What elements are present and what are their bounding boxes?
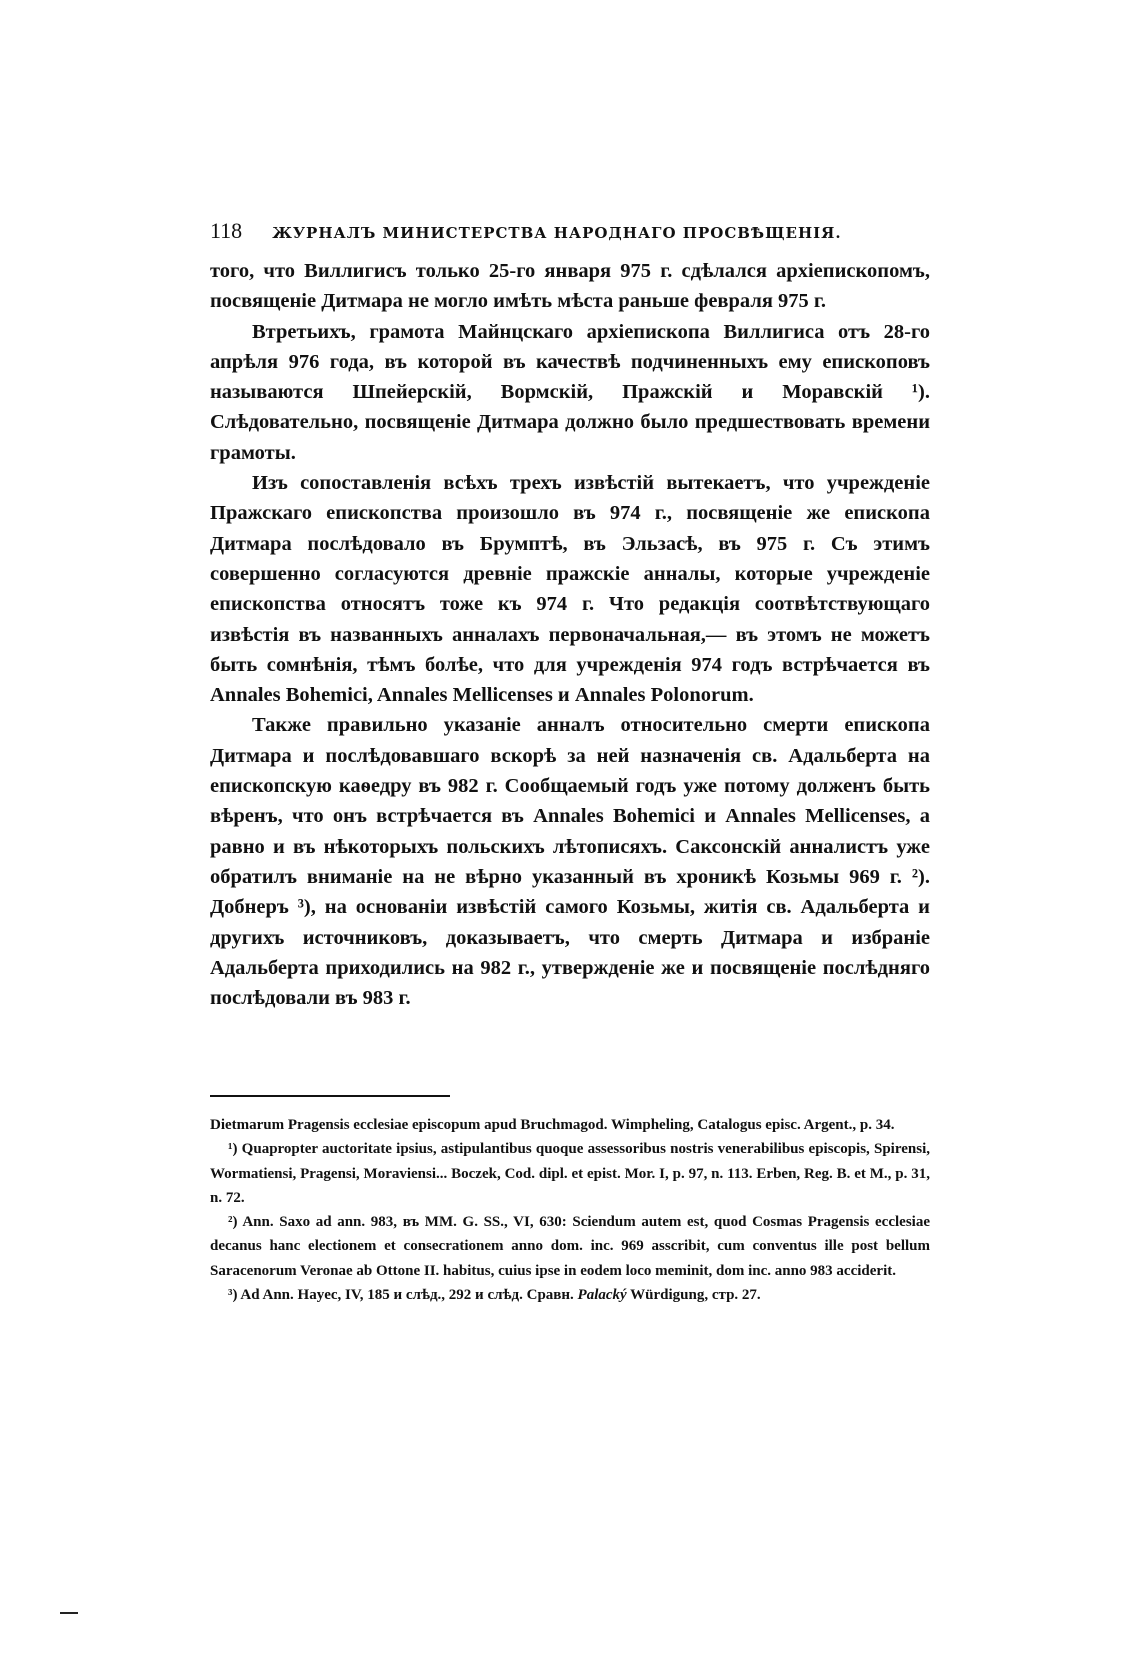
margin-mark [60,1612,78,1614]
footnote-3-start: ³) Ad Ann. Hayec, IV, 185 и слѣд., 292 и слѣд. Сравн. [228,1287,578,1304]
paragraph-1: того, что Виллигисъ только 25-го января 975 г. сдѣлался архіепископомъ, посвященіе Дитмара не могло имѣть мѣста раньше февраля 975 г. [210,260,930,313]
footnote-divider [210,1095,450,1097]
footnote-continuation: Dietmarum Pragensis ecclesiae episcopum apud Bruchmagod. Wimpheling, Catalogus episc. Argent., p. 34. [210,1117,895,1133]
main-text [210,256,930,1013]
page-header [210,218,930,244]
footnote-2: ²) Ann. Saxo ad ann. 983, въ MM. G. SS., VI, 630: Sciendum autem est, quod Cosmas Pragensis ecclesiae decanus hanc electionem et consecrationem anno dom. inc. 969 asscribit, cum conventus ille post bellum Saracenorum Veronae ab Ottone II. habitus, cuius ipse in eodem loco meminit, dom inc. anno 983 acciderit. [210,1214,930,1279]
footnotes [210,1113,930,1307]
running-title: ЖУРНАЛЪ МИНИСТЕРСТВА НАРОДНАГО ПРОСВѢЩЕНІЯ. [272,224,842,242]
paragraph-3: Изъ сопоставленія всѣхъ трехъ извѣстій вытекаетъ, что учрежденіе Пражскаго епископства произошло въ 974 г., посвященіе же епископа Дитмара послѣдовало въ Брумптѣ, въ Эльзасѣ, въ 975 г. Съ этимъ совершенно согласуются древніе пражскіе анналы, которые учрежденіе епископства относятъ тоже къ 974 г. Что редакція соотвѣтствующаго извѣстія въ названныхъ анналахъ первоначальная,— въ этомъ не можетъ быть сомнѣнія, тѣмъ болѣе, что для учрежденія 974 годъ встрѣчается въ Annales Bohemici, Annales Mellicenses и Annales Polonorum. [210,472,930,707]
footnote-3-end: Würdigung, стр. 27. [626,1287,761,1304]
paragraph-4: Также правильно указаніе анналъ относительно смерти епископа Дитмара и послѣдовавшаго вскорѣ за ней назначенія св. Адальберта на епископскую каѳедру въ 982 г. Сообщаемый годъ уже потому долженъ быть вѣренъ, что онъ встрѣчается въ Annales Bohemici и Annales Mellicenses, а равно и въ нѣкоторыхъ польскихъ лѣтописяхъ. Саксонскій анналистъ уже обратилъ вниманіе на не вѣрно указанный въ хроникѣ Козьмы 969 г. ²). Добнеръ ³), на основаніи извѣстій самого Козьмы, житія св. Адальберта и другихъ источниковъ, доказываетъ, что смерть Дитмара и избраніе Адальберта приходились на 982 г., утвержденіе же и посвященіе послѣдняго послѣдовали въ 983 г. [210,714,930,1010]
footnote-3 [210,1283,930,1307]
footnote-3-author: Palacký [577,1287,627,1304]
paragraph-2: Втретьихъ, грамота Майнцскаго архіепископа Виллигиса отъ 28-го апрѣля 976 года, въ которой въ качествѣ подчиненныхъ ему епископовъ называются Шпейерскій, Вормскій, Пражскій и Моравскій ¹). Слѣдовательно, посвященіе Дитмара должно было предшествовать времени грамоты. [210,320,930,464]
footnote-1: ¹) Quapropter auctoritate ipsius, astipulantibus quoque assessoribus nostris venerabilibus episcopis, Spirensi, Wormatiensi, Pragensi, Moraviensi... Boczek, Cod. dipl. et epist. Mor. I, p. 97, n. 113. Erben, Reg. B. et M., p. 31, n. 72. [210,1141,930,1206]
page-number: 118 [210,218,243,243]
